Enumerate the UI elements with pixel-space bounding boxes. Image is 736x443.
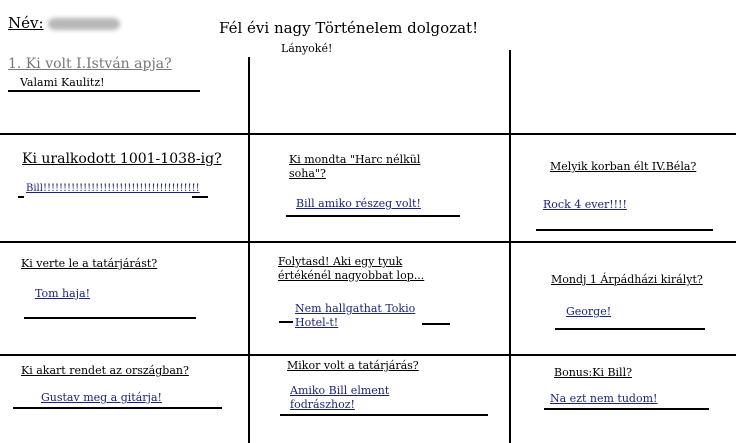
page-title: Fél évi nagy Történelem dolgozat! (219, 19, 479, 37)
name-label-text: Név: (8, 14, 44, 32)
page-subtitle: Lányoké! (281, 42, 333, 55)
redacted-name (48, 18, 120, 30)
answer-underline (536, 229, 713, 231)
answer-underline (18, 196, 24, 198)
question-3-line-2: soha"? (289, 167, 326, 180)
answer-underline (422, 323, 450, 325)
answer-1: Valami Kaulitz! (20, 76, 105, 89)
question-7: Mondj 1 Árpádházi királyt? (551, 273, 703, 286)
answer-10: Na ezt nem tudom! (550, 392, 658, 405)
answer-underline (192, 196, 208, 198)
answer-9-line-2: fodrászhoz! (290, 398, 355, 411)
question-5: Ki verte le a tatárjárást? (21, 257, 158, 270)
name-label (8, 14, 120, 32)
answer-8: Gustav meg a gitárja! (41, 391, 162, 404)
answer-4: Rock 4 ever!!!! (543, 198, 627, 211)
answer-underline (24, 317, 196, 319)
answer-underline (286, 215, 460, 217)
answer-underline (544, 408, 709, 410)
question-8: Ki akart rendet az országban? (21, 364, 189, 377)
question-6-line-1: Folytasd! Aki egy tyuk (278, 255, 403, 268)
answer-3: Bill amiko részeg volt! (296, 197, 421, 210)
question-3-line-1: Ki mondta "Harc nélkül (289, 153, 421, 166)
grid-hline-3 (0, 354, 736, 356)
answer-underline (8, 90, 200, 92)
grid-hline-2 (0, 241, 736, 243)
answer-underline (555, 328, 705, 330)
answer-underline (280, 414, 488, 416)
answer-7: George! (566, 305, 612, 318)
grid-vline-2 (509, 50, 511, 443)
question-1: 1. Ki volt I.István apja? (8, 56, 172, 72)
answer-underline (279, 321, 293, 323)
question-4: Melyik korban élt IV.Béla? (550, 160, 697, 173)
answer-9-line-1: Amiko Bill elment (290, 384, 390, 397)
question-10: Bonus:Ki Bill? (554, 366, 632, 379)
question-6-line-2: értékénél nagyobbat lop... (278, 269, 425, 282)
answer-underline (13, 407, 222, 409)
answer-5: Tom haja! (35, 287, 91, 300)
question-2: Ki uralkodott 1001-1038-ig? (22, 151, 222, 167)
grid-hline-1 (0, 133, 736, 135)
answer-6-line-1: Nem hallgathat Tokio (295, 302, 416, 315)
question-9: Mikor volt a tatárjárás? (287, 359, 419, 372)
grid-vline-1 (248, 57, 250, 443)
answer-2: Bill!!!!!!!!!!!!!!!!!!!!!!!!!!!!!!!!!!!!!!! (26, 183, 200, 194)
answer-6-line-2: Hotel-t! (295, 316, 339, 329)
